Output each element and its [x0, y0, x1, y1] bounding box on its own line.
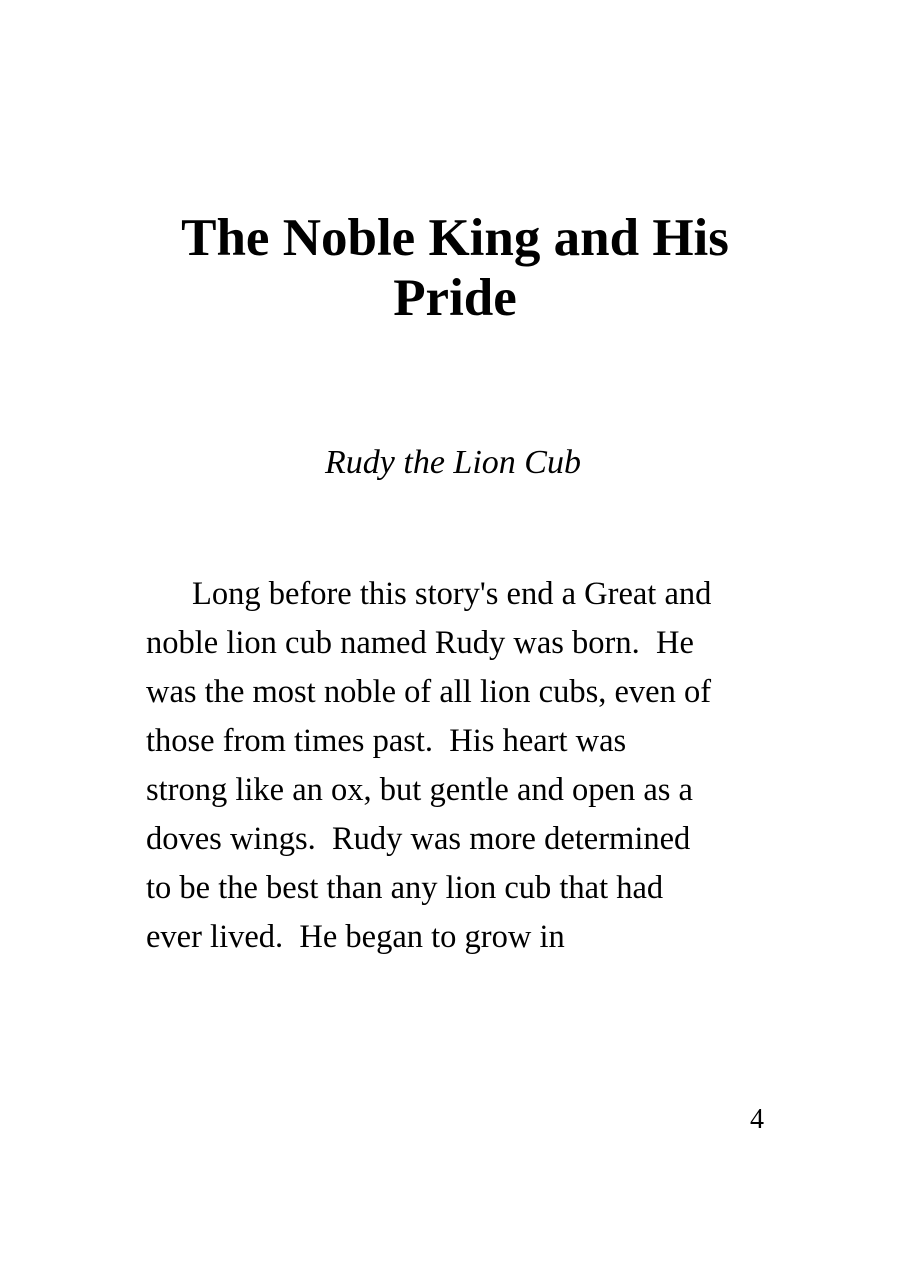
paragraph-line: doves wings. Rudy was more determined	[146, 821, 691, 857]
chapter-title	[120, 208, 790, 328]
page-number: 4	[750, 1104, 764, 1135]
paragraph-line: was the most noble of all lion cubs, even of	[146, 674, 712, 710]
paragraph-line: Long before this story's end a Great and	[192, 576, 712, 612]
paragraph-line: those from times past. His heart was	[146, 723, 627, 759]
paragraph-line: strong like an ox, but gentle and open as a	[146, 772, 693, 808]
paragraph-line: noble lion cub named Rudy was born. He	[146, 625, 694, 661]
chapter-title-line: The Noble King and His	[181, 209, 729, 267]
body-paragraph	[146, 570, 786, 962]
paragraph-line: ever lived. He began to grow in	[146, 919, 565, 955]
chapter-subtitle: Rudy the Lion Cub	[325, 444, 581, 481]
chapter-title-line: Pride	[393, 269, 517, 327]
paragraph-line: to be the best than any lion cub that had	[146, 870, 664, 906]
